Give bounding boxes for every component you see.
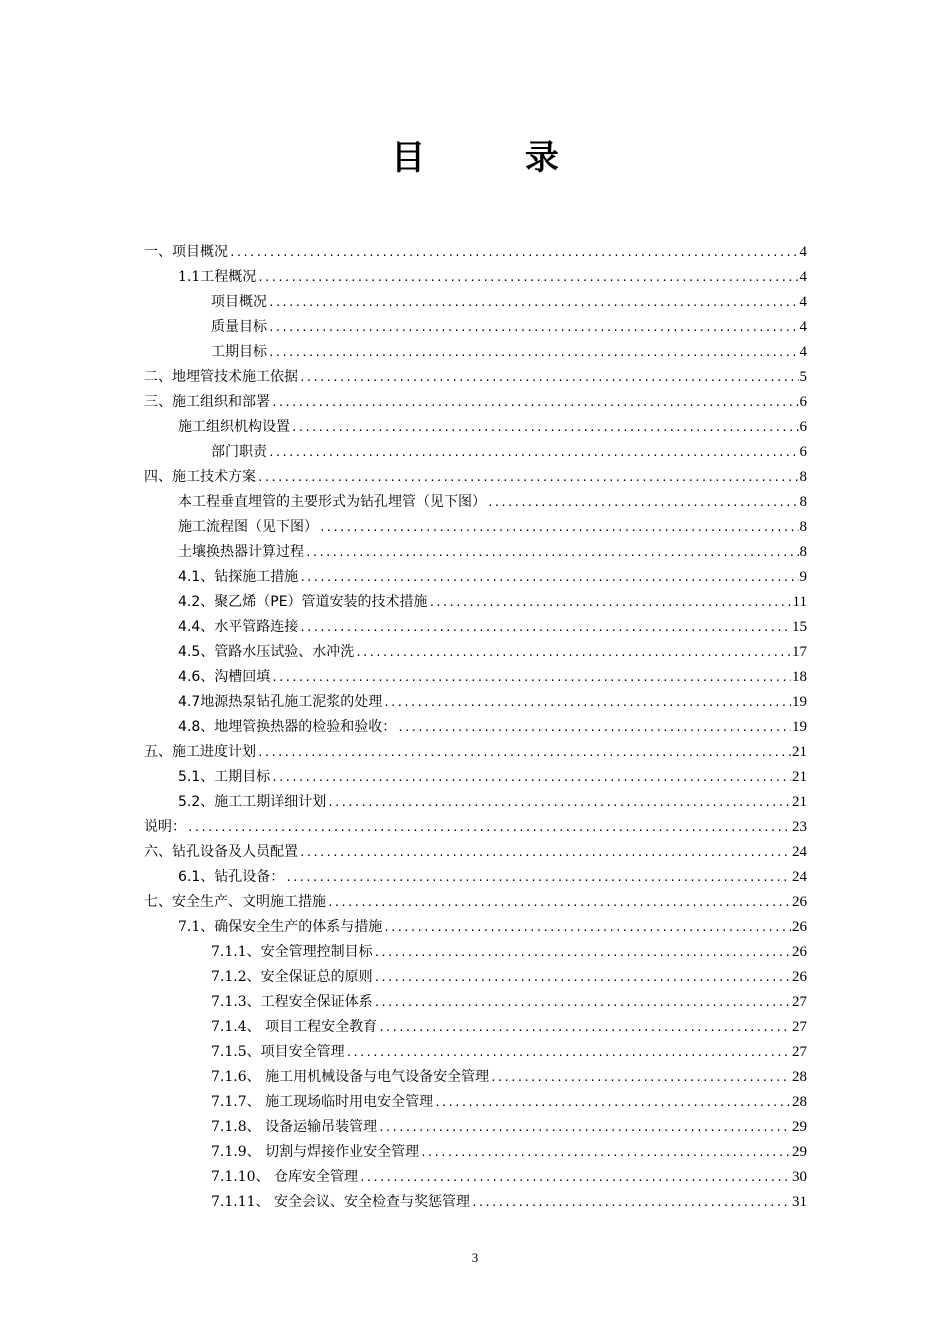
- toc-dot-leader: [271, 765, 791, 790]
- toc-entry-page: 21: [792, 769, 807, 785]
- toc-entry-page: 4: [799, 244, 807, 260]
- toc-entry-title: 4.1、钻探施工措施: [178, 569, 299, 585]
- toc-dot-leader: [268, 440, 799, 465]
- toc-entry-page: 29: [792, 1119, 807, 1135]
- toc-dot-leader: [355, 640, 791, 665]
- toc-entry-page: 28: [792, 1094, 807, 1110]
- toc-entry[interactable]: [144, 915, 807, 940]
- toc-dot-leader: [268, 315, 799, 340]
- toc-entry-page: 27: [792, 1044, 807, 1060]
- toc-entry-page: 6: [799, 444, 807, 460]
- toc-entry[interactable]: [144, 965, 807, 990]
- toc-entry[interactable]: [144, 815, 807, 840]
- toc-entry-title: 1.1工程概况: [178, 269, 257, 285]
- toc-entry-title: 项目概况: [211, 294, 267, 310]
- toc-entry[interactable]: [144, 715, 807, 740]
- toc-entry-page: 19: [792, 719, 807, 735]
- toc-entry-title: 5.1、工期目标: [178, 769, 271, 785]
- toc-dot-leader: [299, 840, 791, 865]
- toc-entry-page: 26: [792, 969, 807, 985]
- toc-entry-page: 9: [799, 569, 807, 585]
- toc-entry[interactable]: [144, 240, 807, 265]
- toc-entry-page: 19: [792, 694, 807, 710]
- toc-entry-page: 18: [792, 669, 807, 685]
- toc-entry[interactable]: [144, 1015, 807, 1040]
- toc-entry-title: 土壤换热器计算过程: [178, 544, 304, 560]
- toc-entry-title: 五、施工进度计划: [144, 744, 256, 760]
- toc-entry[interactable]: [144, 1190, 807, 1215]
- toc-entry-title: 二、地埋管技术施工依据: [144, 369, 298, 385]
- toc-entry[interactable]: [144, 940, 807, 965]
- toc-dot-leader: [268, 340, 799, 365]
- toc-entry[interactable]: [144, 990, 807, 1015]
- toc-dot-leader: [187, 815, 791, 840]
- toc-entry-title: 工期目标: [211, 344, 267, 360]
- toc-entry-title: 7.1.3、工程安全保证体系: [211, 994, 373, 1010]
- toc-entry-title: 7.1、确保安全生产的体系与措施: [178, 919, 383, 935]
- toc-entry[interactable]: [144, 440, 807, 465]
- toc-entry-page: 11: [792, 594, 807, 610]
- toc-entry[interactable]: [144, 315, 807, 340]
- toc-entry[interactable]: [144, 740, 807, 765]
- toc-entry-title: 7.1.7、 施工现场临时用电安全管理: [211, 1094, 434, 1110]
- toc-dot-leader: [291, 415, 799, 440]
- toc-entry-title: 六、钻孔设备及人员配置: [144, 844, 298, 860]
- toc-entry-page: 4: [799, 269, 807, 285]
- toc-entry-title: 4.4、水平管路连接: [178, 619, 299, 635]
- toc-entry[interactable]: [144, 1090, 807, 1115]
- toc-entry[interactable]: [144, 265, 807, 290]
- toc-entry-page: 8: [799, 544, 807, 560]
- toc-entry-page: 30: [792, 1169, 807, 1185]
- toc-dot-leader: [299, 615, 791, 640]
- toc-entry-title: 7.1.10、 仓库安全管理: [211, 1169, 358, 1185]
- toc-entry-page: 4: [799, 294, 807, 310]
- toc-entry-page: 4: [799, 344, 807, 360]
- toc-entry[interactable]: [144, 615, 807, 640]
- toc-entry-page: 5: [799, 369, 807, 385]
- toc-entry[interactable]: [144, 515, 807, 540]
- toc-dot-leader: [257, 465, 799, 490]
- toc-dot-leader: [397, 715, 791, 740]
- toc-entry-title: 七、安全生产、文明施工措施: [144, 894, 326, 910]
- toc-entry[interactable]: [144, 340, 807, 365]
- page-title: 目 录: [391, 138, 603, 178]
- toc-dot-leader: [346, 1040, 791, 1065]
- toc-entry-page: 27: [792, 1019, 807, 1035]
- toc-entry-title: 7.1.5、项目安全管理: [211, 1044, 345, 1060]
- toc-dot-leader: [420, 1140, 791, 1165]
- toc-entry-title: 质量目标: [211, 319, 267, 335]
- toc-entry[interactable]: [144, 465, 807, 490]
- toc-entry-title: 四、施工技术方案: [144, 469, 256, 485]
- toc-dot-leader: [257, 740, 791, 765]
- toc-entry-page: 23: [792, 819, 807, 835]
- toc-entry-page: 26: [792, 944, 807, 960]
- toc-dot-leader: [471, 1190, 791, 1215]
- toc-entry[interactable]: [144, 1115, 807, 1140]
- toc-entry-title: 7.1.1、安全管理控制目标: [211, 944, 373, 960]
- toc-entry-title: 7.1.8、 设备运输吊装管理: [211, 1119, 378, 1135]
- toc-entry[interactable]: [144, 1140, 807, 1165]
- toc-dot-leader: [434, 1090, 791, 1115]
- toc-dot-leader: [374, 990, 791, 1015]
- toc-entry-title: 4.6、沟槽回填: [178, 669, 271, 685]
- toc-entry[interactable]: [144, 1040, 807, 1065]
- toc-entry-page: 27: [792, 994, 807, 1010]
- toc-entry-page: 31: [792, 1194, 807, 1210]
- toc-entry[interactable]: [144, 415, 807, 440]
- toc-entry-page: 29: [792, 1144, 807, 1160]
- toc-entry-page: 26: [792, 919, 807, 935]
- toc-entry-title: 说明：: [144, 819, 186, 835]
- toc-entry-title: 施工流程图（见下图）: [178, 519, 318, 535]
- toc-entry[interactable]: [144, 690, 807, 715]
- toc-dot-leader: [374, 940, 791, 965]
- toc-entry[interactable]: [144, 565, 807, 590]
- toc-dot-leader: [378, 1015, 791, 1040]
- toc-entry-title: 部门职责: [211, 444, 267, 460]
- toc-entry-page: 4: [799, 319, 807, 335]
- toc-dot-leader: [299, 365, 799, 390]
- toc-dot-leader: [487, 490, 799, 515]
- toc-entry[interactable]: [144, 840, 807, 865]
- toc-entry[interactable]: [144, 865, 807, 890]
- toc-entry-page: 21: [792, 744, 807, 760]
- toc-entry-title: 4.7地源热泵钻孔施工泥浆的处理: [178, 694, 383, 710]
- toc-entry[interactable]: [144, 365, 807, 390]
- toc-entry-page: 21: [792, 794, 807, 810]
- toc-entry-page: 6: [799, 419, 807, 435]
- toc-entry-title: 7.1.4、 项目工程安全教育: [211, 1019, 378, 1035]
- toc-entry[interactable]: [144, 790, 807, 815]
- toc-entry[interactable]: [144, 590, 807, 615]
- toc-entry-title: 7.1.11、 安全会议、安全检查与奖惩管理: [211, 1194, 470, 1210]
- toc-entry-page: 24: [792, 869, 807, 885]
- toc-entry[interactable]: [144, 765, 807, 790]
- toc-dot-leader: [299, 565, 798, 590]
- toc-entry-page: 24: [792, 844, 807, 860]
- toc-entry-title: 三、施工组织和部署: [144, 394, 270, 410]
- page-number: 3: [471, 1250, 479, 1265]
- toc-entry-page: 26: [792, 894, 807, 910]
- toc-entry[interactable]: [144, 890, 807, 915]
- toc-dot-leader: [319, 515, 799, 540]
- toc-dot-leader: [257, 265, 798, 290]
- toc-entry-title: 4.8、地埋管换热器的检验和验收：: [178, 719, 397, 735]
- toc-dot-leader: [305, 540, 799, 565]
- toc-entry-page: 15: [792, 619, 807, 635]
- toc-entry-title: 施工组织机构设置: [178, 419, 290, 435]
- toc-entry[interactable]: [144, 290, 807, 315]
- toc-dot-leader: [285, 865, 791, 890]
- toc-entry[interactable]: [144, 1065, 807, 1090]
- toc-dot-leader: [327, 890, 791, 915]
- toc-entry[interactable]: [144, 390, 807, 415]
- toc-entry[interactable]: [144, 640, 807, 665]
- toc-entry[interactable]: [144, 1165, 807, 1190]
- toc-dot-leader: [359, 1165, 791, 1190]
- toc-entry-title: 4.5、管路水压试验、水冲洗: [178, 644, 355, 660]
- toc-dot-leader: [490, 1065, 791, 1090]
- toc-entry-title: 4.2、聚乙烯（PE）管道安装的技术措施: [178, 594, 428, 610]
- toc-entry-title: 5.2、施工工期详细计划: [178, 794, 327, 810]
- toc-dot-leader: [271, 390, 799, 415]
- toc-dot-leader: [378, 1115, 791, 1140]
- toc-entry-page: 8: [799, 519, 807, 535]
- table-of-contents: [144, 240, 807, 1215]
- toc-entry-page: 6: [799, 394, 807, 410]
- toc-entry[interactable]: [144, 665, 807, 690]
- toc-dot-leader: [374, 965, 791, 990]
- toc-entry-page: 28: [792, 1069, 807, 1085]
- toc-dot-leader: [229, 240, 799, 265]
- toc-dot-leader: [327, 790, 791, 815]
- toc-dot-leader: [383, 915, 791, 940]
- toc-dot-leader: [271, 665, 791, 690]
- toc-dot-leader: [268, 290, 799, 315]
- toc-entry-title: 本工程垂直埋管的主要形式为钻孔埋管（见下图）: [178, 494, 486, 510]
- toc-entry-title: 7.1.2、安全保证总的原则: [211, 969, 373, 985]
- toc-entry-title: 6.1、钻孔设备：: [178, 869, 285, 885]
- toc-entry[interactable]: [144, 540, 807, 565]
- toc-entry-page: 17: [792, 644, 807, 660]
- toc-entry-title: 一、项目概况: [144, 244, 228, 260]
- toc-entry-page: 8: [799, 469, 807, 485]
- toc-entry[interactable]: [144, 490, 807, 515]
- toc-entry-title: 7.1.9、 切割与焊接作业安全管理: [211, 1144, 420, 1160]
- toc-dot-leader: [429, 590, 792, 615]
- toc-entry-title: 7.1.6、 施工用机械设备与电气设备安全管理: [211, 1069, 490, 1085]
- toc-dot-leader: [383, 690, 791, 715]
- toc-entry-page: 8: [799, 494, 807, 510]
